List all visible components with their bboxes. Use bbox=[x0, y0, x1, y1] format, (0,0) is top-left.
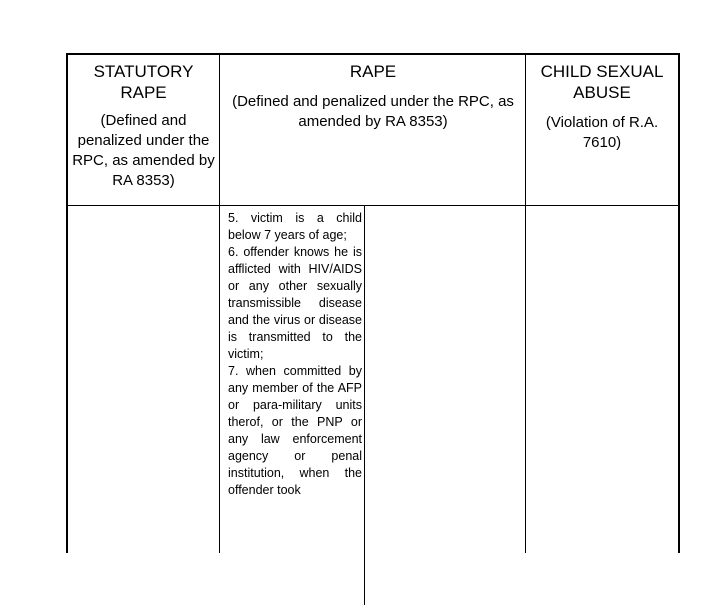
list-item: 5. victim is a child below 7 years of age; bbox=[228, 211, 362, 242]
list-item: 7. when committed by any member of the AFP or para-military units therof, or the PNP or any law enforcement agency or penal institution, when the offender took bbox=[228, 364, 362, 497]
header-divider bbox=[68, 205, 678, 206]
column-subtitle: (Violation of R.A. 7610) bbox=[545, 114, 659, 151]
column-subtitle: (Defined and penalized under the RPC, as amended by RA 8353) bbox=[72, 112, 215, 189]
list-item: 6. offender knows he is afflicted with HIV/AIDS or any other sexually transmissible disease and the virus or disease is transmitted to the victim; bbox=[228, 245, 362, 361]
rape-circumstances-list bbox=[228, 210, 362, 499]
column-divider-right bbox=[525, 55, 526, 553]
comparison-table bbox=[66, 53, 680, 553]
header-child-sexual-abuse bbox=[529, 61, 675, 153]
column-subtitle: (Defined and penalized under the RPC, as amended by RA 8353) bbox=[232, 93, 514, 130]
column-title: CHILD SEXUAL ABUSE bbox=[540, 62, 664, 102]
column-title: STATUTORY RAPE bbox=[93, 62, 194, 102]
column-title: RAPE bbox=[349, 62, 397, 81]
header-rape bbox=[228, 61, 518, 132]
header-statutory-rape bbox=[72, 61, 215, 191]
